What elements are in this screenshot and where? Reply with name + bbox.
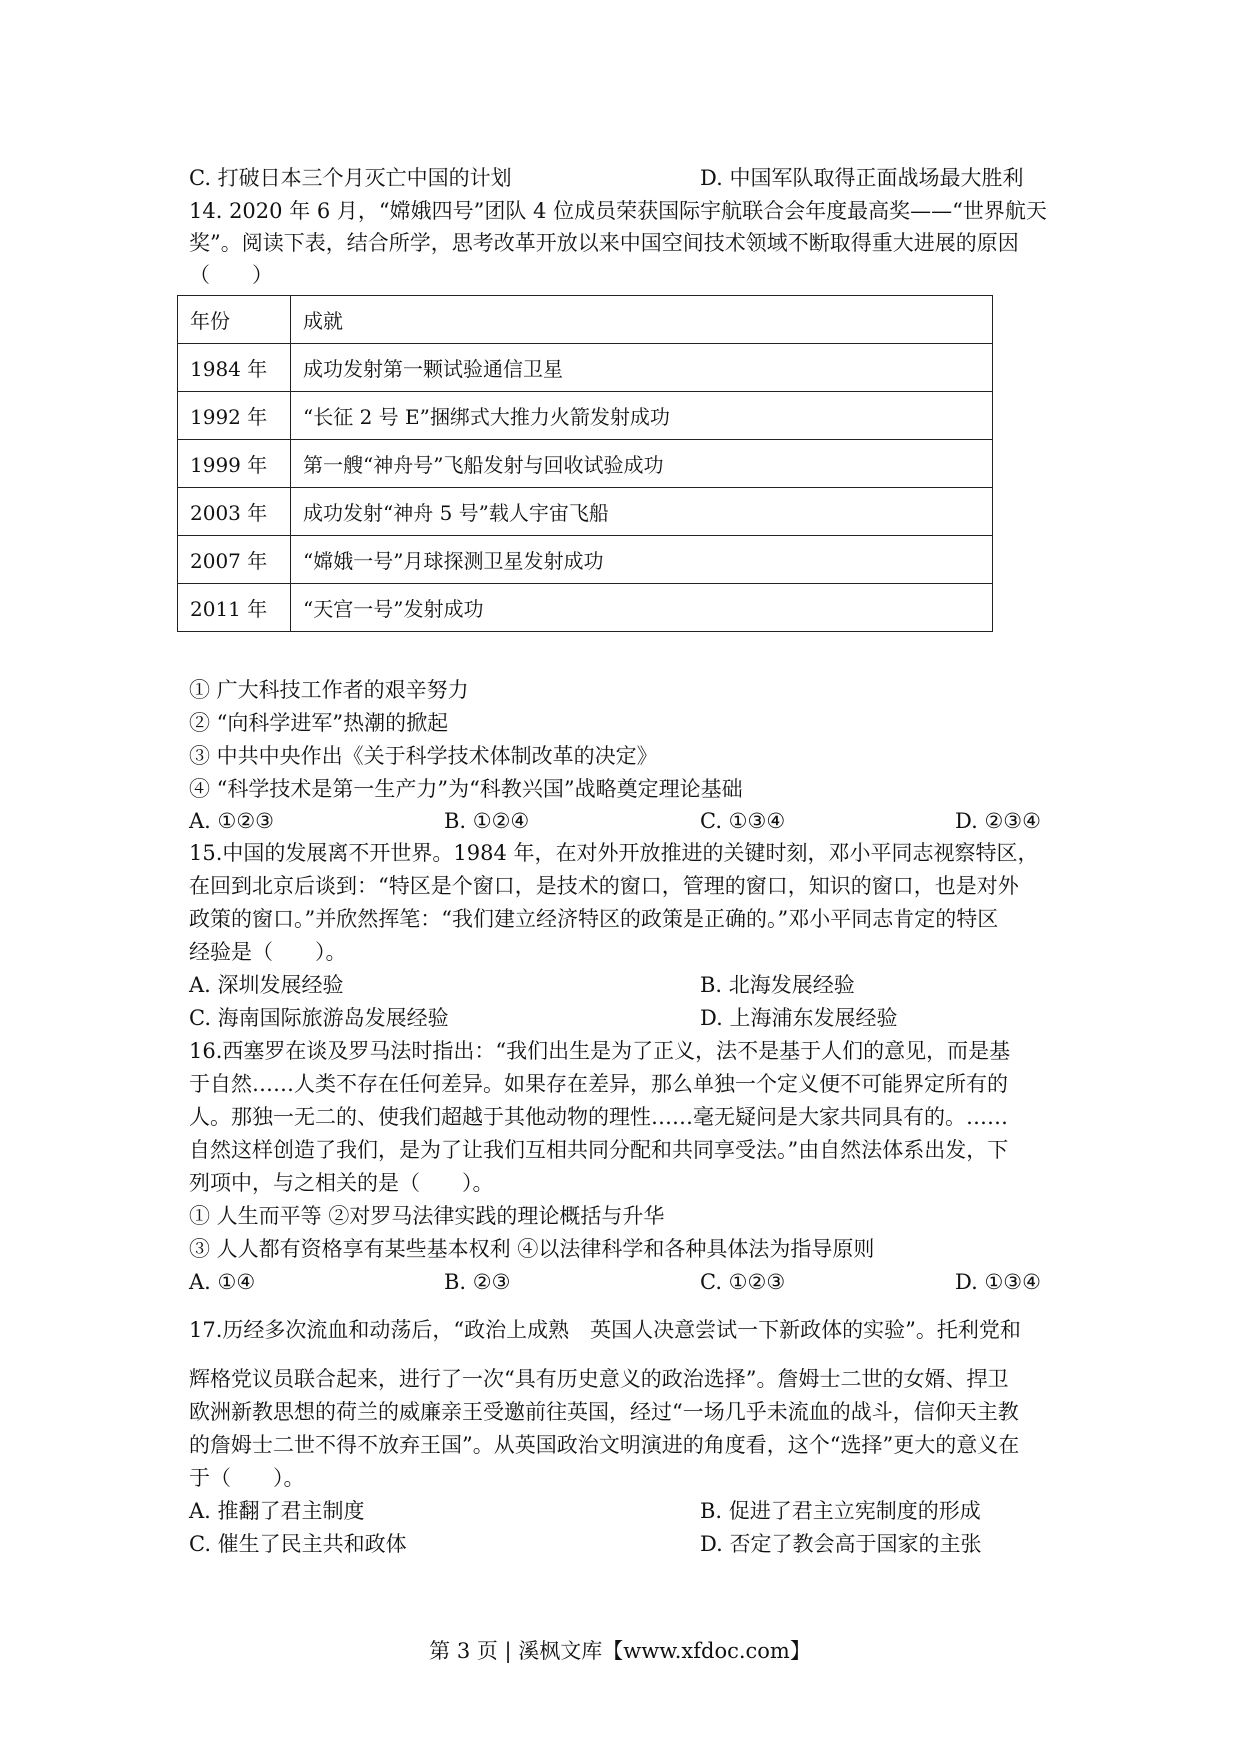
- q16-option-c: C. ①②③: [700, 1270, 786, 1294]
- q16-stem-line-2: 于自然……人类不存在任何差异。如果存在差异，那么单独一个定义便不可能界定所有的: [189, 1072, 1008, 1096]
- q16-item-line-1: ① 人生而平等 ②对罗马法律实践的理论概括与升华: [189, 1204, 665, 1228]
- q15-stem-line-2: 在回到北京后谈到：“特区是个窗口，是技术的窗口，管理的窗口，知识的窗口，也是对外: [189, 874, 1019, 898]
- q15-option-a: A. 深圳发展经验: [189, 973, 344, 997]
- q16-stem-line-4: 自然这样创造了我们，是为了让我们互相共同分配和共同享受法。”由自然法体系出发，下: [189, 1138, 1009, 1162]
- q16-option-d: D. ①③④: [955, 1270, 1041, 1294]
- table-cell-year: 1999 年: [178, 440, 291, 488]
- q16-item-line-2: ③ 人人都有资格享有某些基本权利 ④以法律科学和各种具体法为指导原则: [189, 1237, 875, 1261]
- achievements-table: [177, 295, 993, 632]
- q14-option-c: C. ①③④: [700, 809, 786, 833]
- q17-option-d: D. 否定了教会高于国家的主张: [700, 1532, 982, 1556]
- q14-option-b: B. ①②④: [444, 809, 530, 833]
- table-cell-achievement: 第一艘“神舟号”飞船发射与回收试验成功: [291, 440, 993, 488]
- q17-stem-line-3: 欧洲新教思想的荷兰的威廉亲王受邀前往英国，经过“一场几乎未流血的战斗，信仰天主教: [189, 1400, 1019, 1424]
- q15-option-d: D. 上海浦东发展经验: [700, 1006, 898, 1030]
- table-cell-year: 1984 年: [178, 344, 291, 392]
- table-row: [178, 536, 993, 584]
- table-cell-year: 2011 年: [178, 584, 291, 632]
- table-cell-year: 1992 年: [178, 392, 291, 440]
- q14-stem-line-1: 14. 2020 年 6 月，“嫦娥四号”团队 4 位成员荣获国际宇航联合会年度最高奖——“世界航天: [189, 199, 1047, 223]
- q14-item-2: ② “向科学进军”热潮的掀起: [189, 711, 449, 735]
- q16-stem-line-5: 列项中，与之相关的是（ ）。: [189, 1171, 494, 1195]
- q16-option-b: B. ②③: [444, 1270, 511, 1294]
- q15-stem-line-3: 政策的窗口。”并欣然挥笔：“我们建立经济特区的政策是正确的。”邓小平同志肯定的特区: [189, 907, 999, 931]
- q17-stem-line-1: 17.历经多次流血和动荡后，“政治上成熟 英国人决意尝试一下新政体的实验”。托利党和: [189, 1318, 1021, 1342]
- table-cell-achievement: 成功发射第一颗试验通信卫星: [291, 344, 993, 392]
- q17-stem-line-2: 辉格党议员联合起来，进行了一次“具有历史意义的政治选择”。詹姆士二世的女婿、捍卫: [189, 1367, 1009, 1391]
- q14-option-d: D. ②③④: [955, 809, 1041, 833]
- q14-item-4: ④ “科学技术是第一生产力”为“科教兴国”战略奠定理论基础: [189, 777, 743, 801]
- q17-option-a: A. 推翻了君主制度: [189, 1499, 365, 1523]
- table-row: [178, 584, 993, 632]
- q13-option-d: D. 中国军队取得正面战场最大胜利: [700, 166, 1024, 190]
- table-header-row: [178, 296, 993, 344]
- q13-option-c: C. 打破日本三个月灭亡中国的计划: [189, 166, 512, 190]
- page-footer: 第 3 页 | 溪枫文库【www.xfdoc.com】: [429, 1639, 811, 1663]
- table-cell-year: 2007 年: [178, 536, 291, 584]
- table-cell-achievement: “长征 2 号 E”捆绑式大推力火箭发射成功: [291, 392, 993, 440]
- q15-stem-line-1: 15.中国的发展离不开世界。1984 年，在对外开放推进的关键时刻，邓小平同志视察特区，: [189, 841, 1039, 865]
- q14-option-a: A. ①②③: [189, 809, 274, 833]
- q17-option-b: B. 促进了君主立宪制度的形成: [700, 1499, 981, 1523]
- table-row: [178, 344, 993, 392]
- table-row: [178, 488, 993, 536]
- q16-stem-line-3: 人。那独一无二的、使我们超越于其他动物的理性……毫无疑问是大家共同具有的。……: [189, 1105, 1008, 1129]
- q17-stem-line-4: 的詹姆士二世不得不放弃王国”。从英国政治文明演进的角度看，这个“选择”更大的意义在: [189, 1433, 1020, 1457]
- q14-stem-line-2: 奖”。阅读下表，结合所学，思考改革开放以来中国空间技术领域不断取得重大进展的原因: [189, 231, 1019, 255]
- q17-option-c: C. 催生了民主共和政体: [189, 1532, 407, 1556]
- q14-item-3: ③ 中共中央作出《关于科学技术体制改革的决定》: [189, 744, 658, 768]
- q14-item-1: ① 广大科技工作者的艰辛努力: [189, 678, 469, 702]
- table-header-year: 年份: [178, 296, 291, 344]
- table-cell-year: 2003 年: [178, 488, 291, 536]
- q15-stem-line-4: 经验是（ ）。: [189, 940, 347, 964]
- table-cell-achievement: 成功发射“神舟 5 号”载人宇宙飞船: [291, 488, 993, 536]
- q14-stem-line-3: （ ）: [189, 263, 273, 287]
- q15-option-b: B. 北海发展经验: [700, 973, 855, 997]
- table-cell-achievement: “嫦娥一号”月球探测卫星发射成功: [291, 536, 993, 584]
- q17-stem-line-5: 于（ ）。: [189, 1466, 305, 1490]
- q16-stem-line-1: 16.西塞罗在谈及罗马法时指出：“我们出生是为了正义，法不是基于人们的意见，而是基: [189, 1039, 1011, 1063]
- table-header-achievement: 成就: [291, 296, 993, 344]
- table-cell-achievement: “天宫一号”发射成功: [291, 584, 993, 632]
- table-row: [178, 392, 993, 440]
- q15-option-c: C. 海南国际旅游岛发展经验: [189, 1006, 449, 1030]
- table-row: [178, 440, 993, 488]
- q16-option-a: A. ①④: [189, 1270, 256, 1294]
